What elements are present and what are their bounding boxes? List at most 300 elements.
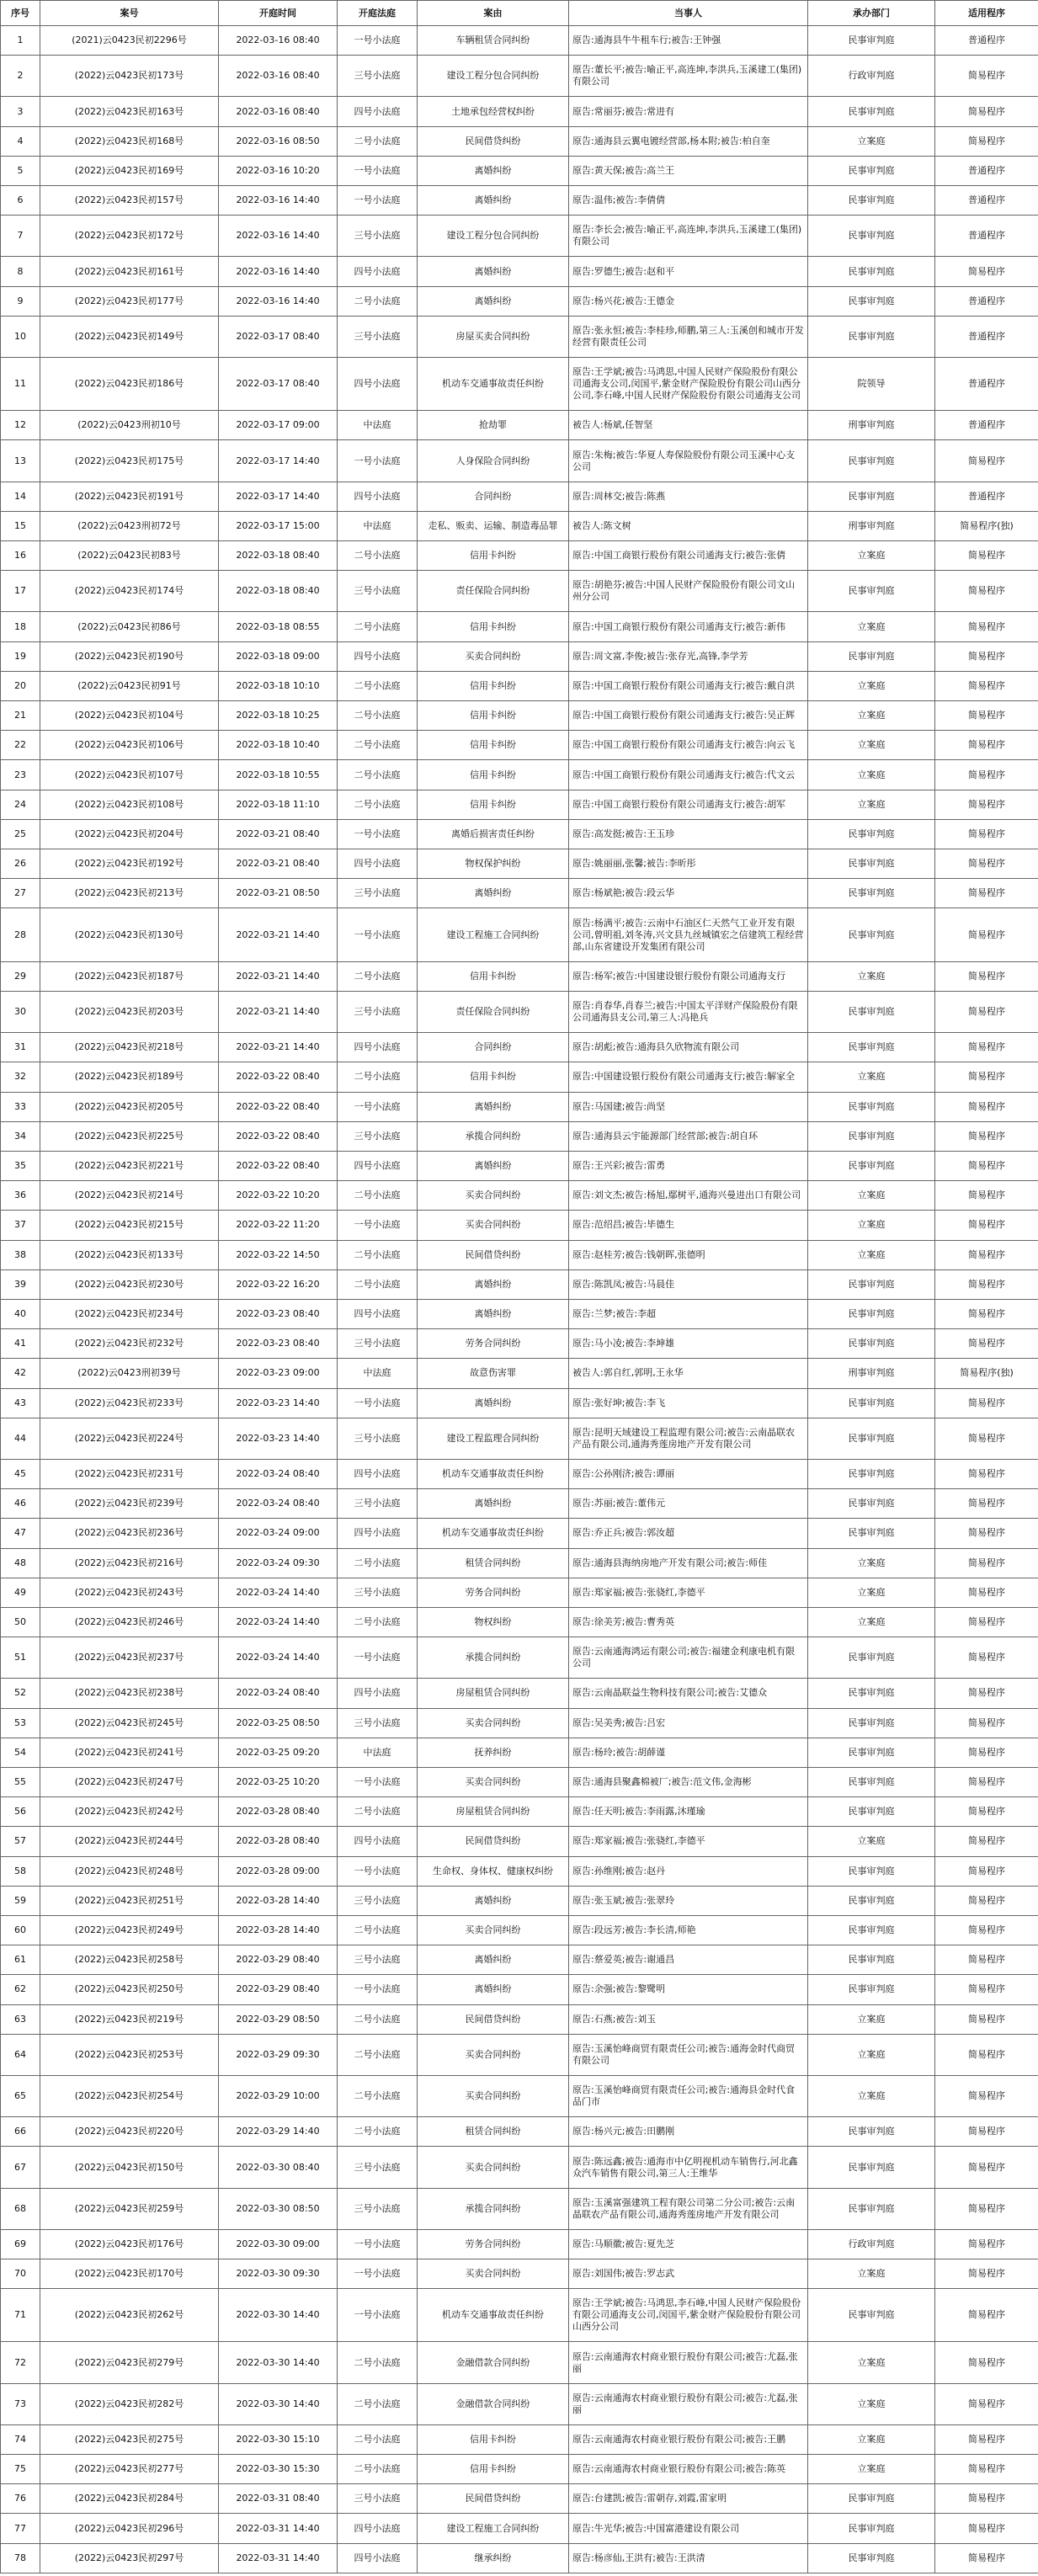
cell-case-number: (2022)云0423民初91号 (40, 671, 219, 700)
cell-department: 立案庭 (808, 671, 935, 700)
cell-department: 民事审判庭 (808, 1329, 935, 1359)
cell-courtroom: 二号小法庭 (338, 541, 418, 571)
cell-hearing-time: 2022-03-23 14:40 (219, 1418, 338, 1459)
cell-parties: 原告:杨斌艳;被告:段云华 (569, 879, 808, 908)
cell-department: 行政审判庭 (808, 56, 935, 97)
table-row (1, 1092, 1038, 1121)
cell-cause: 机动车交通事故责任纠纷 (418, 2289, 569, 2342)
table-row (1, 1299, 1038, 1328)
cell-department: 民事审判庭 (808, 991, 935, 1032)
header-courtroom: 开庭法庭 (338, 1, 418, 26)
cell-hearing-time: 2022-03-21 14:40 (219, 1033, 338, 1062)
cell-case-number: (2022)云0423民初230号 (40, 1269, 219, 1299)
cell-hearing-time: 2022-03-18 10:55 (219, 760, 338, 790)
cell-procedure: 简易程序 (935, 701, 1038, 731)
cell-no: 38 (1, 1240, 40, 1269)
cell-no: 16 (1, 541, 40, 571)
table-row (1, 216, 1038, 257)
cell-case-number: (2022)云0423民初190号 (40, 641, 219, 671)
cell-no: 9 (1, 286, 40, 316)
cell-parties: 原告:胡彪;被告:通海县久欣物流有限公司 (569, 1033, 808, 1062)
cell-department: 民事审判庭 (808, 1738, 935, 1767)
cell-case-number: (2022)云0423民初175号 (40, 440, 219, 482)
cell-cause: 信用卡纠纷 (418, 612, 569, 641)
cell-procedure: 简易程序 (935, 2034, 1038, 2075)
cell-department: 民事审判庭 (808, 1121, 935, 1151)
cell-parties: 原告:云南通海农村商业银行股份有限公司;被告:陈英 (569, 2455, 808, 2484)
cell-procedure: 简易程序 (935, 760, 1038, 790)
cell-courtroom: 一号小法庭 (338, 1211, 418, 1240)
cell-department: 民事审判庭 (808, 186, 935, 216)
cell-no: 56 (1, 1797, 40, 1827)
cell-hearing-time: 2022-03-24 14:40 (219, 1607, 338, 1637)
cell-cause: 物权保护纠纷 (418, 849, 569, 879)
cell-no: 48 (1, 1548, 40, 1578)
table-row (1, 2188, 1038, 2229)
cell-no: 54 (1, 1738, 40, 1767)
cell-cause: 买卖合同纠纷 (418, 2259, 569, 2289)
table-row (1, 879, 1038, 908)
cell-cause: 信用卡纠纷 (418, 671, 569, 700)
cell-no: 22 (1, 731, 40, 760)
table-row (1, 511, 1038, 540)
cell-procedure: 简易程序 (935, 1679, 1038, 1708)
header-no: 序号 (1, 1, 40, 26)
cell-case-number: (2022)云0423民初275号 (40, 2424, 219, 2454)
cell-cause: 承揽合同纠纷 (418, 2188, 569, 2229)
cell-no: 65 (1, 2076, 40, 2117)
cell-no: 45 (1, 1459, 40, 1488)
cell-cause: 买卖合同纠纷 (418, 1181, 569, 1211)
cell-cause: 买卖合同纠纷 (418, 641, 569, 671)
cell-courtroom: 四号小法庭 (338, 1679, 418, 1708)
cell-department: 民事审判庭 (808, 97, 935, 126)
table-row (1, 1121, 1038, 1151)
cell-parties: 原告:黄天保;被告:高兰王 (569, 156, 808, 185)
cell-no: 66 (1, 2117, 40, 2147)
cell-hearing-time: 2022-03-31 14:40 (219, 2514, 338, 2543)
cell-hearing-time: 2022-03-30 08:40 (219, 2147, 338, 2188)
cell-parties: 原告:玉溪怡峰商贸有限责任公司;被告:通海金时代商贸有限公司 (569, 2034, 808, 2075)
cell-department: 民事审判庭 (808, 1915, 935, 1945)
cell-courtroom: 四号小法庭 (338, 2514, 418, 2543)
cell-parties: 原告:通海县牛牛租车行;被告:王钟强 (569, 26, 808, 56)
cell-parties: 原告:昆明天域建设工程监理有限公司;被告:云南晶联农产品有限公司,通海秀莲房地产开发有限公司 (569, 1418, 808, 1459)
table-row (1, 1269, 1038, 1299)
cell-courtroom: 一号小法庭 (338, 908, 418, 961)
cell-department: 立案庭 (808, 2455, 935, 2484)
cell-cause: 信用卡纠纷 (418, 961, 569, 991)
cell-parties: 原告:王兴彩;被告:雷勇 (569, 1151, 808, 1180)
cell-courtroom: 三号小法庭 (338, 316, 418, 357)
cell-procedure: 简易程序 (935, 790, 1038, 819)
cell-department: 民事审判庭 (808, 571, 935, 612)
cell-hearing-time: 2022-03-16 14:40 (219, 286, 338, 316)
cell-cause: 走私、贩卖、运输、制造毒品罪 (418, 511, 569, 540)
cell-courtroom: 一号小法庭 (338, 26, 418, 56)
cell-cause: 合同纠纷 (418, 482, 569, 511)
cell-department: 民事审判庭 (808, 1519, 935, 1548)
cell-department: 民事审判庭 (808, 1388, 935, 1418)
cell-cause: 建设工程监理合同纠纷 (418, 1418, 569, 1459)
cell-cause: 信用卡纠纷 (418, 731, 569, 760)
cell-no: 21 (1, 701, 40, 731)
cell-case-number: (2022)云0423民初253号 (40, 2034, 219, 2075)
cell-case-number: (2022)云0423民初251号 (40, 1886, 219, 1915)
cell-hearing-time: 2022-03-22 08:40 (219, 1092, 338, 1121)
cell-no: 31 (1, 1033, 40, 1062)
cell-case-number: (2022)云0423民初241号 (40, 1738, 219, 1767)
table-row (1, 1945, 1038, 1975)
cell-hearing-time: 2022-03-21 08:40 (219, 849, 338, 879)
cell-department: 立案庭 (808, 1827, 935, 1856)
table-row (1, 56, 1038, 97)
cell-parties: 原告:董长平;被告:喻正平,高连坤,李洪兵,玉溪建工(集团)有限公司 (569, 56, 808, 97)
cell-department: 民事审判庭 (808, 1459, 935, 1488)
cell-hearing-time: 2022-03-30 09:00 (219, 2229, 338, 2259)
cell-parties: 原告:中国工商银行股份有限公司通海支行;被告:向云飞 (569, 731, 808, 760)
cell-procedure: 普通程序 (935, 482, 1038, 511)
cell-hearing-time: 2022-03-21 08:40 (219, 819, 338, 849)
cell-courtroom: 四号小法庭 (338, 849, 418, 879)
cell-hearing-time: 2022-03-29 10:00 (219, 2076, 338, 2117)
cell-department: 民事审判庭 (808, 849, 935, 879)
cell-parties: 原告:公孙刚济;被告:谭丽 (569, 1459, 808, 1488)
table-row (1, 1181, 1038, 1211)
cell-parties: 被告人:陈文树 (569, 511, 808, 540)
cell-department: 民事审判庭 (808, 1856, 935, 1886)
cell-procedure: 简易程序 (935, 671, 1038, 700)
cell-case-number: (2022)云0423刑初10号 (40, 411, 219, 440)
table-row (1, 1679, 1038, 1708)
cell-procedure: 简易程序 (935, 879, 1038, 908)
cell-parties: 原告:中国工商银行股份有限公司通海支行;被告:吴正辉 (569, 701, 808, 731)
cell-department: 立案庭 (808, 2342, 935, 2383)
cell-cause: 责任保险合同纠纷 (418, 571, 569, 612)
cell-no: 68 (1, 2188, 40, 2229)
cell-department: 民事审判庭 (808, 2117, 935, 2147)
cell-cause: 房屋租赁合同纠纷 (418, 1797, 569, 1827)
cell-courtroom: 四号小法庭 (338, 641, 418, 671)
cell-case-number: (2022)云0423民初237号 (40, 1637, 219, 1679)
cell-courtroom: 二号小法庭 (338, 760, 418, 790)
table-row (1, 819, 1038, 849)
cell-procedure: 普通程序 (935, 411, 1038, 440)
cell-procedure: 简易程序 (935, 1121, 1038, 1151)
cell-department: 刑事审判庭 (808, 511, 935, 540)
cell-hearing-time: 2022-03-29 08:40 (219, 1975, 338, 2004)
cell-case-number: (2022)云0423民初157号 (40, 186, 219, 216)
cell-procedure: 简易程序 (935, 819, 1038, 849)
table-row (1, 571, 1038, 612)
cell-cause: 信用卡纠纷 (418, 2455, 569, 2484)
cell-case-number: (2022)云0423民初249号 (40, 1915, 219, 1945)
cell-procedure: 简易程序 (935, 1033, 1038, 1062)
cell-procedure: 简易程序 (935, 1607, 1038, 1637)
cell-courtroom: 三号小法庭 (338, 2188, 418, 2229)
table-row (1, 440, 1038, 482)
cell-department: 刑事审判庭 (808, 1359, 935, 1388)
cell-no: 44 (1, 1418, 40, 1459)
cell-procedure: 简易程序 (935, 908, 1038, 961)
table-row (1, 2147, 1038, 2188)
cell-parties: 原告:朱梅;被告:华夏人寿保险股份有限公司玉溪中心支公司 (569, 440, 808, 482)
table-row (1, 2514, 1038, 2543)
cell-courtroom: 二号小法庭 (338, 1548, 418, 1578)
cell-procedure: 简易程序(独) (935, 1359, 1038, 1388)
cell-hearing-time: 2022-03-24 08:40 (219, 1679, 338, 1708)
cell-courtroom: 二号小法庭 (338, 2034, 418, 2075)
cell-hearing-time: 2022-03-22 08:40 (219, 1151, 338, 1180)
cell-hearing-time: 2022-03-22 14:50 (219, 1240, 338, 1269)
cell-case-number: (2022)云0423民初250号 (40, 1975, 219, 2004)
cell-parties: 原告:玉溪怡峰商贸有限责任公司;被告:通海县金时代食品门市 (569, 2076, 808, 2117)
cell-parties: 被告人:杨斌,任智坚 (569, 411, 808, 440)
cell-department: 刑事审判庭 (808, 411, 935, 440)
cell-cause: 合同纠纷 (418, 1033, 569, 1062)
cell-department: 民事审判庭 (808, 1269, 935, 1299)
cell-parties: 原告:刘文杰;被告:杨旭,鄢树平,通海兴曼进出口有限公司 (569, 1181, 808, 1211)
cell-parties: 原告:玉溪富强建筑工程有限公司第二分公司;被告:云南晶联农产品有限公司,通海秀莲房地产开发有限公司 (569, 2188, 808, 2229)
cell-parties: 原告:杨彦仙,王洪有;被告:王洪清 (569, 2543, 808, 2573)
cell-cause: 离婚纠纷 (418, 156, 569, 185)
cell-hearing-time: 2022-03-17 09:00 (219, 411, 338, 440)
table-row (1, 612, 1038, 641)
cell-courtroom: 三号小法庭 (338, 2147, 418, 2188)
cell-cause: 离婚纠纷 (418, 1151, 569, 1180)
cell-procedure: 简易程序 (935, 2514, 1038, 2543)
cell-no: 78 (1, 2543, 40, 2573)
cell-no: 3 (1, 97, 40, 126)
cell-parties: 原告:中国工商银行股份有限公司通海支行;被告:新伟 (569, 612, 808, 641)
cell-courtroom: 二号小法庭 (338, 2342, 418, 2383)
cell-case-number: (2022)云0423民初150号 (40, 2147, 219, 2188)
cell-courtroom: 四号小法庭 (338, 1519, 418, 1548)
table-row (1, 2076, 1038, 2117)
cell-courtroom: 四号小法庭 (338, 97, 418, 126)
cell-case-number: (2022)云0423民初189号 (40, 1062, 219, 1092)
table-row (1, 97, 1038, 126)
cell-department: 民事审判庭 (808, 908, 935, 961)
cell-case-number: (2022)云0423民初204号 (40, 819, 219, 849)
cell-case-number: (2022)云0423民初246号 (40, 1607, 219, 1637)
cell-no: 15 (1, 511, 40, 540)
table-row (1, 1886, 1038, 1915)
table-row (1, 186, 1038, 216)
cell-case-number: (2022)云0423民初233号 (40, 1388, 219, 1418)
table-row (1, 731, 1038, 760)
cell-no: 67 (1, 2147, 40, 2188)
cell-procedure: 简易程序 (935, 1240, 1038, 1269)
table-row (1, 2543, 1038, 2573)
cell-parties: 原告:通海县海纳房地产开发有限公司;被告:师佳 (569, 1548, 808, 1578)
cell-case-number: (2022)云0423民初245号 (40, 1708, 219, 1738)
cell-cause: 抢劫罪 (418, 411, 569, 440)
cell-department: 民事审判庭 (808, 1092, 935, 1121)
cell-procedure: 简易程序 (935, 2383, 1038, 2424)
cell-department: 民事审判庭 (808, 2188, 935, 2229)
cell-courtroom: 二号小法庭 (338, 1269, 418, 1299)
cell-parties: 原告:牛光华;被告:中国富港建设有限公司 (569, 2514, 808, 2543)
cell-department: 立案庭 (808, 961, 935, 991)
cell-no: 39 (1, 1269, 40, 1299)
cell-courtroom: 四号小法庭 (338, 1459, 418, 1488)
cell-no: 74 (1, 2424, 40, 2454)
cell-procedure: 普通程序 (935, 316, 1038, 357)
cell-hearing-time: 2022-03-16 14:40 (219, 186, 338, 216)
cell-case-number: (2022)云0423民初203号 (40, 991, 219, 1032)
cell-cause: 买卖合同纠纷 (418, 2147, 569, 2188)
cell-cause: 信用卡纠纷 (418, 760, 569, 790)
cell-procedure: 简易程序 (935, 1856, 1038, 1886)
table-body (1, 26, 1038, 2573)
cell-hearing-time: 2022-03-30 15:30 (219, 2455, 338, 2484)
cell-case-number: (2022)云0423民初259号 (40, 2188, 219, 2229)
cell-no: 23 (1, 760, 40, 790)
cell-hearing-time: 2022-03-30 14:40 (219, 2342, 338, 2383)
cell-parties: 原告:杨军;被告:中国建设银行股份有限公司通海支行 (569, 961, 808, 991)
cell-case-number: (2022)云0423民初163号 (40, 97, 219, 126)
header-department: 承办部门 (808, 1, 935, 26)
cell-cause: 机动车交通事故责任纠纷 (418, 1519, 569, 1548)
cell-parties: 原告:余强;被告:黎鹭明 (569, 1975, 808, 2004)
cell-no: 30 (1, 991, 40, 1032)
cell-hearing-time: 2022-03-30 15:10 (219, 2424, 338, 2454)
cell-case-number: (2022)云0423民初107号 (40, 760, 219, 790)
cell-case-number: (2022)云0423民初220号 (40, 2117, 219, 2147)
cell-no: 76 (1, 2484, 40, 2514)
cell-parties: 原告:马顺徽;被告:夏先芝 (569, 2229, 808, 2259)
table-row (1, 1548, 1038, 1578)
cell-cause: 劳务合同纠纷 (418, 1578, 569, 1607)
cell-courtroom: 三号小法庭 (338, 1945, 418, 1975)
table-row (1, 126, 1038, 156)
cell-parties: 原告:杨兴元;被告:田鹏刚 (569, 2117, 808, 2147)
table-row (1, 1519, 1038, 1548)
cell-department: 行政审判庭 (808, 2229, 935, 2259)
cell-case-number: (2022)云0423民初173号 (40, 56, 219, 97)
cell-case-number: (2022)云0423民初104号 (40, 701, 219, 731)
cell-department: 立案庭 (808, 2259, 935, 2289)
cell-courtroom: 二号小法庭 (338, 701, 418, 731)
cell-cause: 离婚纠纷 (418, 1269, 569, 1299)
cell-no: 2 (1, 56, 40, 97)
cell-case-number: (2022)云0423民初297号 (40, 2543, 219, 2573)
cell-courtroom: 三号小法庭 (338, 991, 418, 1032)
cell-no: 49 (1, 1578, 40, 1607)
cell-courtroom: 二号小法庭 (338, 671, 418, 700)
table-row (1, 1797, 1038, 1827)
cell-cause: 租赁合同纠纷 (418, 1548, 569, 1578)
cell-case-number: (2021)云0423民初2296号 (40, 26, 219, 56)
cell-department: 立案庭 (808, 2424, 935, 2454)
cell-case-number: (2022)云0423民初161号 (40, 257, 219, 286)
table-row (1, 1359, 1038, 1388)
cell-courtroom: 三号小法庭 (338, 1708, 418, 1738)
cell-case-number: (2022)云0423民初83号 (40, 541, 219, 571)
cell-courtroom: 一号小法庭 (338, 1856, 418, 1886)
table-row (1, 2455, 1038, 2484)
cell-parties: 原告:杨兴花;被告:王德金 (569, 286, 808, 316)
cell-parties: 原告:徐美芳;被告:曹秀英 (569, 1607, 808, 1637)
table-row (1, 790, 1038, 819)
cell-parties: 原告:王学斌;被告:马鸿思,中国人民财产保险股份有限公司通海支公司,闵国平,紫金财产保险股份有限公司山西分公司,李石峰,中国人民财产保险股份有限公司通海支公司 (569, 358, 808, 411)
cell-parties: 原告:周林交;被告:陈燕 (569, 482, 808, 511)
cell-courtroom: 二号小法庭 (338, 1915, 418, 1945)
cell-no: 32 (1, 1062, 40, 1092)
cell-hearing-time: 2022-03-22 11:20 (219, 1211, 338, 1240)
cell-parties: 原告:乔正兵;被告:郭汝超 (569, 1519, 808, 1548)
cell-parties: 原告:段远芳;被告:李长清,师艳 (569, 1915, 808, 1945)
cell-cause: 房屋买卖合同纠纷 (418, 316, 569, 357)
cell-case-number: (2022)云0423民初224号 (40, 1418, 219, 1459)
cell-case-number: (2022)云0423民初243号 (40, 1578, 219, 1607)
cell-hearing-time: 2022-03-16 14:40 (219, 257, 338, 286)
cell-cause: 劳务合同纠纷 (418, 2229, 569, 2259)
cell-hearing-time: 2022-03-24 14:40 (219, 1637, 338, 1679)
cell-department: 民事审判庭 (808, 1299, 935, 1328)
cell-procedure: 简易程序 (935, 1797, 1038, 1827)
cell-department: 民事审判庭 (808, 2484, 935, 2514)
table-row (1, 991, 1038, 1032)
table-row (1, 2229, 1038, 2259)
table-row (1, 1151, 1038, 1180)
table-row (1, 156, 1038, 185)
cell-procedure: 简易程序 (935, 1299, 1038, 1328)
cell-no: 57 (1, 1827, 40, 1856)
cell-parties: 原告:通海县聚鑫棉被厂;被告:范文伟,金海彬 (569, 1767, 808, 1796)
cell-procedure: 简易程序 (935, 440, 1038, 482)
table-row (1, 1856, 1038, 1886)
cell-cause: 信用卡纠纷 (418, 701, 569, 731)
cell-parties: 原告:周文富,李俊;被告:张存光,高锋,李学芳 (569, 641, 808, 671)
cell-no: 5 (1, 156, 40, 185)
cell-parties: 原告:陈远鑫;被告:通海市中亿明视机动车销售行,河北鑫众汽车销售有限公司,第三人:王维华 (569, 2147, 808, 2188)
cell-no: 72 (1, 2342, 40, 2383)
cell-no: 28 (1, 908, 40, 961)
cell-case-number: (2022)云0423民初282号 (40, 2383, 219, 2424)
cell-cause: 继承纠纷 (418, 2543, 569, 2573)
cell-department: 立案庭 (808, 2034, 935, 2075)
cell-department: 民事审判庭 (808, 26, 935, 56)
cell-case-number: (2022)云0423民初205号 (40, 1092, 219, 1121)
cell-no: 42 (1, 1359, 40, 1388)
cell-hearing-time: 2022-03-24 08:40 (219, 1489, 338, 1519)
cell-case-number: (2022)云0423民初176号 (40, 2229, 219, 2259)
cell-no: 60 (1, 1915, 40, 1945)
cell-parties: 原告:刘国伟;被告:罗志武 (569, 2259, 808, 2289)
cell-no: 13 (1, 440, 40, 482)
cell-courtroom: 三号小法庭 (338, 879, 418, 908)
cell-courtroom: 四号小法庭 (338, 257, 418, 286)
cell-cause: 信用卡纠纷 (418, 541, 569, 571)
cell-case-number: (2022)云0423民初244号 (40, 1827, 219, 1856)
cell-department: 民事审判庭 (808, 2289, 935, 2342)
cell-parties: 原告:范绍昌;被告:毕德生 (569, 1211, 808, 1240)
cell-hearing-time: 2022-03-28 08:40 (219, 1827, 338, 1856)
cell-courtroom: 一号小法庭 (338, 1388, 418, 1418)
cell-cause: 劳务合同纠纷 (418, 1329, 569, 1359)
cell-procedure: 简易程序 (935, 1915, 1038, 1945)
cell-hearing-time: 2022-03-30 14:40 (219, 2383, 338, 2424)
cell-department: 民事审判庭 (808, 1708, 935, 1738)
cell-hearing-time: 2022-03-28 14:40 (219, 1886, 338, 1915)
cell-hearing-time: 2022-03-17 14:40 (219, 482, 338, 511)
table-row (1, 1607, 1038, 1637)
cell-department: 民事审判庭 (808, 216, 935, 257)
cell-department: 立案庭 (808, 701, 935, 731)
cell-courtroom: 四号小法庭 (338, 1033, 418, 1062)
